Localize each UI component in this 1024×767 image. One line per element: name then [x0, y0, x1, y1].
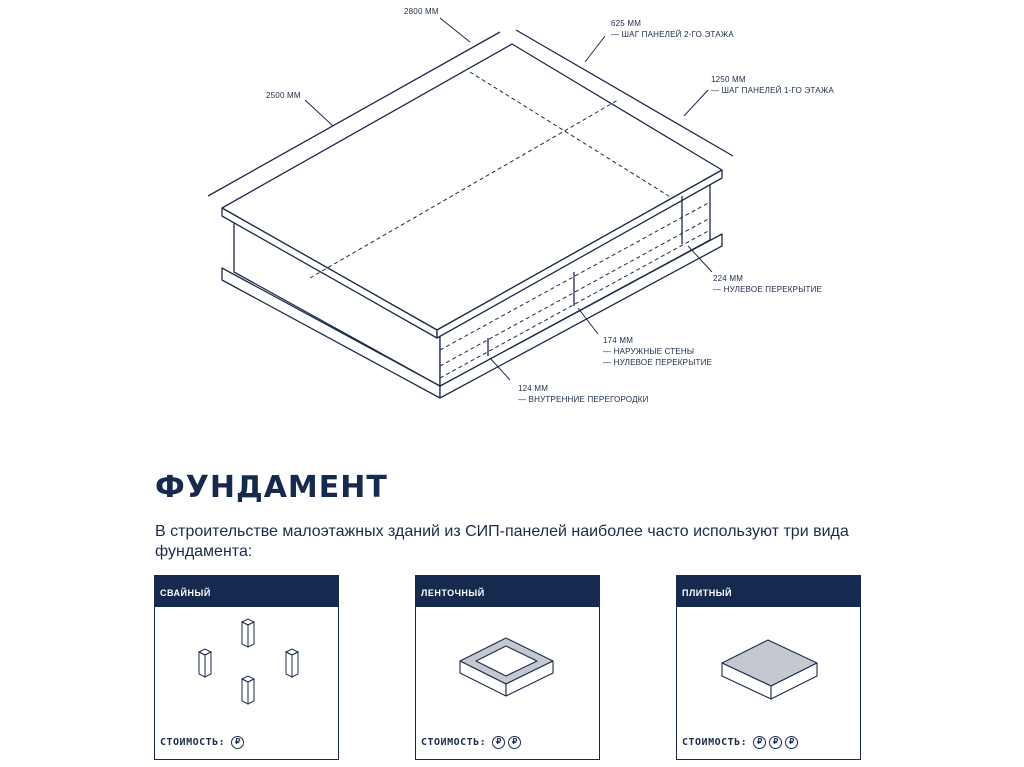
- ruble-coin-icon: ₽: [508, 736, 521, 749]
- label-1250-note: — ШАГ ПАНЕЛЕЙ 1-ГО ЭТАЖА: [711, 86, 834, 95]
- label-625-note: — ШАГ ПАНЕЛЕЙ 2-ГО ЭТАЖА: [611, 30, 734, 39]
- label-124-note: — ВНУТРЕННИЕ ПЕРЕГОРОДКИ: [518, 395, 649, 404]
- card-pile-foundation: [154, 575, 339, 760]
- slab-foundation-illustration: [677, 607, 859, 727]
- label-2800: 2800 ММ: [404, 7, 439, 16]
- card-title: ПЛИТНЫЙ: [677, 576, 860, 607]
- label-625: 625 ММ: [611, 19, 642, 28]
- cost-label: СТОИМОСТЬ:: [421, 737, 487, 748]
- label-224: 224 ММ: [713, 274, 744, 283]
- label-1250: 1250 ММ: [711, 75, 746, 84]
- pile-top: [242, 619, 254, 647]
- cost-row: [421, 736, 521, 749]
- ruble-coin-icon: ₽: [769, 736, 782, 749]
- pile-bottom: [242, 676, 254, 704]
- ruble-coin-icon: ₽: [492, 736, 505, 749]
- pile-right: [286, 649, 298, 677]
- section-intro: В строительстве малоэтажных зданий из СИП-панелей наиболее часто используют три вида фундамента:: [155, 523, 849, 560]
- card-title: СВАЙНЫЙ: [155, 576, 338, 607]
- section-title: ФУНДАМЕНТ: [155, 470, 388, 505]
- card-title: ЛЕНТОЧНЫЙ: [416, 576, 599, 607]
- pile-foundation-illustration: [155, 607, 337, 727]
- ruble-coin-icon: ₽: [753, 736, 766, 749]
- label-174: 174 ММ: [603, 336, 634, 345]
- cost-row: [682, 736, 798, 749]
- leader-1250: [684, 90, 708, 116]
- label-124: 124 ММ: [518, 384, 549, 393]
- cost-row: [160, 736, 244, 749]
- card-strip-foundation: [415, 575, 600, 760]
- label-2500: 2500 ММ: [266, 91, 301, 100]
- cost-label: СТОИМОСТЬ:: [682, 737, 748, 748]
- label-174-note1: — НАРУЖНЫЕ СТЕНЫ: [603, 347, 695, 356]
- cost-label: СТОИМОСТЬ:: [160, 737, 226, 748]
- strip-foundation-illustration: [416, 607, 598, 727]
- leader-2800: [440, 18, 470, 42]
- card-slab-foundation: [676, 575, 861, 760]
- pile-left: [199, 649, 211, 677]
- ruble-coin-icon: ₽: [231, 736, 244, 749]
- label-174-note2: — НУЛЕВОЕ ПЕРЕКРЫТИЕ: [603, 358, 713, 367]
- ruble-coin-icon: ₽: [785, 736, 798, 749]
- leader-625: [585, 36, 605, 62]
- label-224-note: — НУЛЕВОЕ ПЕРЕКРЫТИЕ: [713, 285, 823, 294]
- leader-2500: [305, 100, 333, 126]
